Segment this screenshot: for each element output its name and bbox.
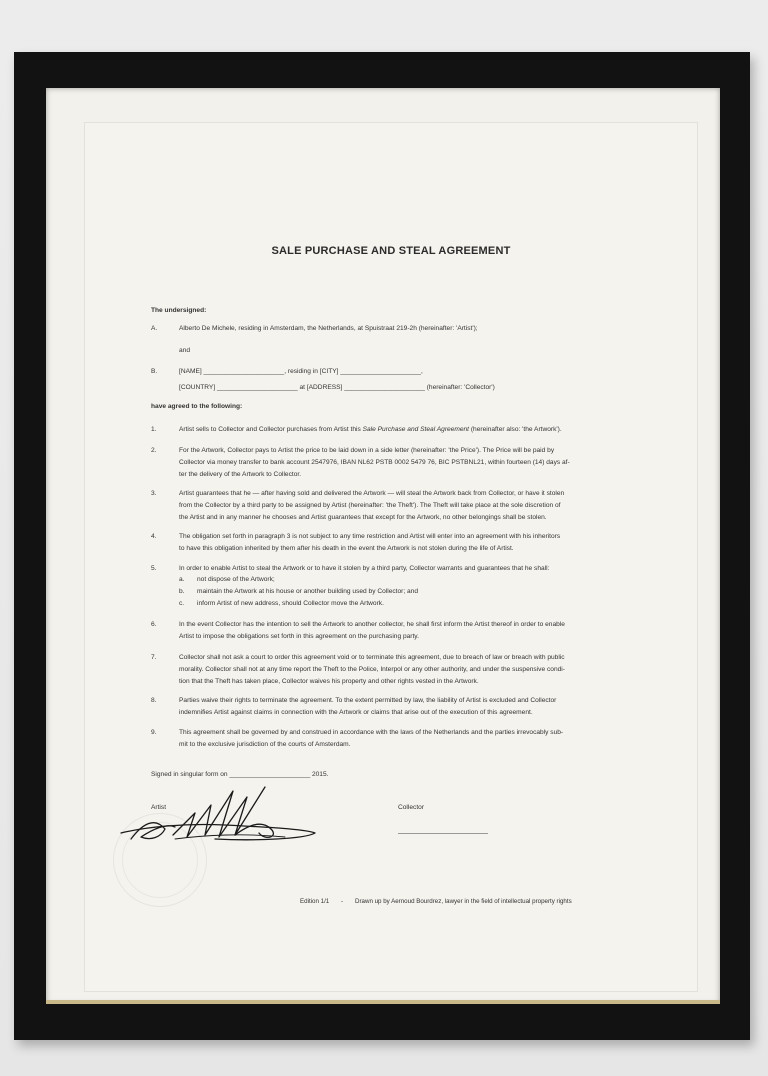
clause-3-line: Artist guarantees that he — after having sold and delivered the Artwork — will steal the Artwork back from Collector, or have it stolen	[179, 490, 565, 497]
clause-5-c-letter: c.	[179, 600, 185, 607]
clause-2	[179, 445, 624, 480]
clause-4-line: The obligation set forth in paragraph 3 is not subject to any time restriction and Artist will enter into an agreement with his inheritors	[179, 533, 561, 540]
clause-5-a-text: not dispose of the Artwork;	[197, 576, 275, 583]
mat-bevel-edge	[46, 1000, 720, 1004]
clause-6	[179, 619, 624, 643]
clause-5-number: 5.	[151, 565, 157, 572]
artist-signature	[115, 783, 325, 853]
clause-7-number: 7.	[151, 654, 157, 661]
clause-5-a-letter: a.	[179, 576, 185, 583]
document-title: SALE PURCHASE AND STEAL AGREEMENT	[271, 245, 511, 257]
clause-5-line: In order to enable Artist to steal the Artwork or to have it stolen by a third party, Collector warrants and guarantees that he shall:	[179, 565, 550, 572]
clause-5-b-letter: b.	[179, 588, 185, 595]
clause-5-c-text: inform Artist of new address, should Collector move the Artwork.	[197, 600, 384, 607]
clause-8-number: 8.	[151, 697, 157, 704]
clause-2-number: 2.	[151, 447, 157, 454]
party-b-line-1: [NAME] ______________________, residing in [CITY] ______________________,	[179, 368, 423, 375]
clause-9-line: This agreement shall be governed by and construed in accordance with the laws of the Netherlands and the parties irrevocably sub-	[179, 729, 564, 736]
clause-1-emphasis: Sale Purchase and Steal Agreement	[362, 426, 470, 433]
party-b-letter: B.	[151, 368, 158, 375]
undersigned-heading: The undersigned:	[151, 307, 207, 314]
clause-7	[179, 652, 624, 687]
clause-3	[179, 488, 624, 523]
clause-1-text-b: (hereinafter also: 'the Artwork').	[469, 426, 562, 433]
clause-3-line: the Artist and in any manner he chooses and Artist guarantees that except for the Artwork, no other belongings shall be stolen.	[179, 513, 547, 521]
clause-9-line: mit to the exclusive jurisdiction of the courts of Amsterdam.	[179, 740, 351, 748]
clause-4	[179, 531, 624, 555]
collector-signature-line	[398, 833, 488, 834]
clause-6-line: In the event Collector has the intention to sell the Artwork to another collector, he shall first inform the Artist thereof in order to enable	[179, 621, 565, 628]
clause-7-line: Collector shall not ask a court to order this agreement void or to terminate this agreement, due to breach of law or breach with public	[179, 654, 565, 661]
clause-1	[179, 424, 624, 436]
clause-7-line: morality. Collector shall not at any time report the Theft to the Police, Interpol or any other authority, and under the suspensive condi-	[179, 665, 565, 673]
clause-1-text-a: Artist sells to Collector and Collector purchases from Artist this	[179, 426, 363, 433]
clause-3-line: from the Collector by a third party to be assigned by Artist (hereinafter: 'the Theft'). The Theft will take place at the sole discretion of	[179, 501, 561, 509]
clause-4-number: 4.	[151, 533, 157, 540]
drawn-up-credit: Drawn up by Aernoud Bourdrez, lawyer in the field of intellectual property rights	[355, 898, 572, 905]
clause-1-number: 1.	[151, 426, 157, 433]
picture-frame	[14, 52, 750, 1040]
clause-2-line: ter the delivery of the Artwork to Collector.	[179, 470, 302, 478]
collector-label: Collector	[398, 804, 425, 811]
and-text: and	[179, 347, 191, 354]
clause-7-line: tion that the Theft has taken place, Collector waives his property and other rights vested in the Artwork.	[179, 677, 479, 685]
clause-2-line: Collector via money transfer to bank account 2547976, IBAN NL62 PSTB 0002 5479 76, BIC PSTBNL21, within fourteen (14) days af-	[179, 458, 570, 466]
footer-separator: -	[341, 898, 344, 905]
clause-8-line: Parties waive their rights to terminate the agreement. To the extent permitted by law, the liability of Artist is excluded and Collector	[179, 697, 557, 704]
clause-9	[179, 727, 624, 751]
agreed-heading: have agreed to the following:	[151, 403, 243, 410]
clause-9-number: 9.	[151, 729, 157, 736]
artist-label: Artist	[151, 804, 167, 811]
edition-text: Edition 1/1	[300, 898, 330, 905]
clause-6-number: 6.	[151, 621, 157, 628]
clause-8	[179, 695, 624, 719]
clause-4-line: to have this obligation inherited by them after his death in the event the Artwork is not stolen during the life of Artist.	[179, 544, 514, 552]
clause-6-line: Artist to impose the obligations set forth in this agreement on the purchasing party.	[179, 632, 419, 640]
clause-5-b-text: maintain the Artwork at his house or another building used by Collector; and	[197, 588, 419, 595]
agreement-sheet	[84, 122, 698, 992]
party-a-letter: A.	[151, 325, 158, 332]
party-a-text: Alberto De Michele, residing in Amsterdam, the Netherlands, at Spuistraat 219-2h (hereinafter: 'Artist');	[179, 325, 478, 332]
signed-date-line: Signed in singular form on ______________________ 2015.	[151, 771, 329, 778]
clause-8-line: indemnifies Artist against claims in connection with the Artwork or claims that arise out of the execution of this agreement.	[179, 708, 533, 716]
clause-2-line: For the Artwork, Collector pays to Artist the price to be laid down in a side letter (hereinafter: 'the Price'). The Price will be paid by	[179, 447, 555, 454]
party-b-line-2: [COUNTRY] ______________________ at [ADDRESS] ______________________ (hereinafter: 'Collector')	[179, 384, 495, 391]
clause-3-number: 3.	[151, 490, 157, 497]
